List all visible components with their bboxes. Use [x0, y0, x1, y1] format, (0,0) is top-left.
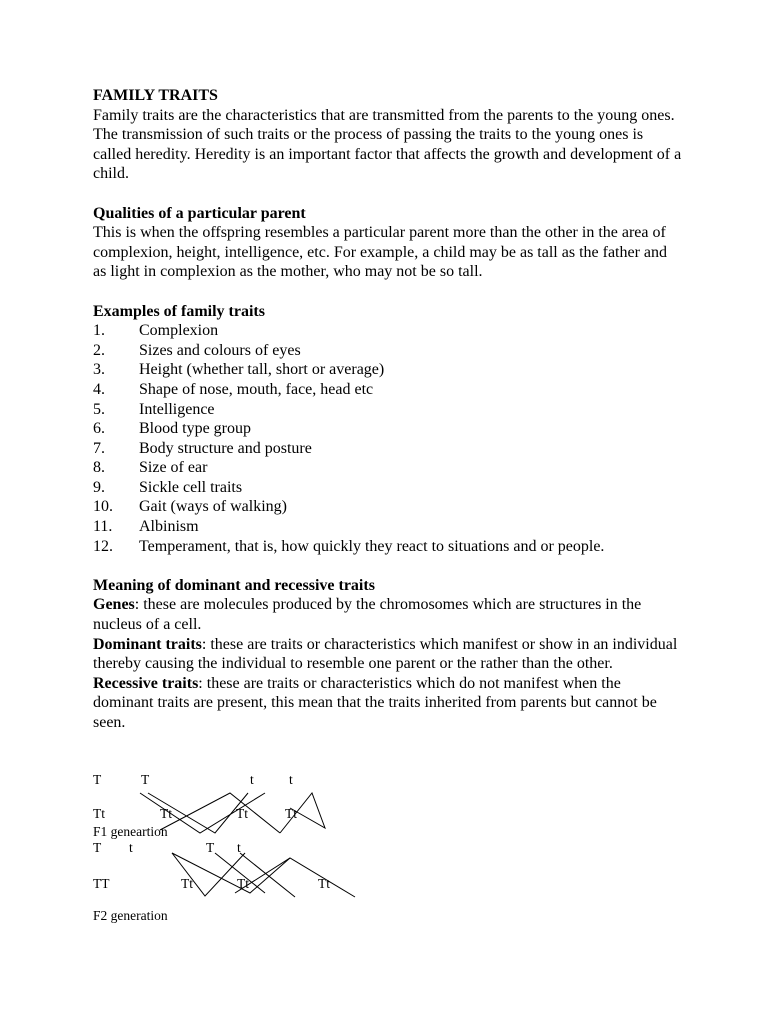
f2-generation-label: F2 generation	[93, 908, 168, 923]
dominant-definition	[93, 635, 683, 674]
list-item-text: Intelligence	[139, 400, 215, 418]
list-item	[93, 341, 683, 361]
f2-parent-allele: T	[93, 840, 102, 855]
f1-parent-allele: t	[250, 772, 254, 787]
f1-cross-line	[160, 793, 280, 833]
section-title-examples: Examples of family traits	[93, 302, 265, 320]
spacer	[93, 556, 683, 576]
list-item-number: 9.	[93, 478, 105, 496]
list-item	[93, 400, 683, 420]
f2-offspring: Tt	[237, 876, 249, 891]
f1-offspring: Tt	[160, 806, 172, 821]
list-item	[93, 537, 683, 557]
f1-offspring: Tt	[236, 806, 248, 821]
list-item-text: Sickle cell traits	[139, 478, 243, 496]
f2-parent-allele: T	[206, 840, 215, 855]
list-item	[93, 439, 683, 459]
list-item-number: 11.	[93, 518, 113, 536]
list-item-number: 12.	[93, 537, 113, 555]
document-body	[93, 86, 683, 733]
list-item	[93, 517, 683, 537]
f2-parent-allele: t	[237, 840, 241, 855]
genes-term: Genes	[93, 596, 135, 614]
recessive-text: : these are traits or characteristics which do not manifest when the dominant traits are present, this mean that the traits inherited from parents but cannot be seen.	[93, 674, 657, 731]
list-item-number: 4.	[93, 380, 105, 398]
f2-cross-line	[235, 858, 355, 897]
list-item-text: Height (whether tall, short or average)	[139, 361, 385, 379]
genes-text: : these are molecules produced by the chromosomes which are structures in the nucleus of a cell.	[93, 596, 642, 634]
recessive-definition	[93, 674, 683, 733]
list-item-number: 8.	[93, 459, 105, 477]
list-item-number: 3.	[93, 361, 105, 379]
f1-parent-allele: T	[93, 772, 102, 787]
spacer	[93, 184, 683, 204]
list-item	[93, 380, 683, 400]
f2-offspring: Tt	[318, 876, 330, 891]
list-item-text: Albinism	[139, 518, 199, 536]
f2-offspring: Tt	[181, 876, 193, 891]
f2-parent-allele: t	[129, 840, 133, 855]
qualities-paragraph: This is when the offspring resembles a particular parent more than the other in the area of complexion, height, intelligence, etc. For example, a child may be as tall as the father and as light in complexion as the mother, who may not be so tall.	[93, 224, 668, 281]
list-item-text: Shape of nose, mouth, face, head etc	[139, 380, 374, 398]
list-item	[93, 458, 683, 478]
list-item-number: 5.	[93, 400, 105, 418]
list-item-number: 10.	[93, 498, 113, 516]
spacer	[93, 282, 683, 302]
f1-generation-label: F1 geneartion	[93, 824, 168, 839]
f1-parent-allele: T	[141, 772, 150, 787]
list-item-text: Gait (ways of walking)	[139, 498, 287, 516]
list-item-number: 2.	[93, 341, 105, 359]
list-item	[93, 360, 683, 380]
list-item	[93, 497, 683, 517]
list-item-number: 6.	[93, 420, 105, 438]
genes-definition	[93, 595, 683, 634]
list-item	[93, 478, 683, 498]
f1-parent-allele: t	[289, 772, 293, 787]
list-item-text: Size of ear	[139, 459, 208, 477]
section-title-meaning: Meaning of dominant and recessive traits	[93, 576, 375, 594]
f2-offspring: TT	[93, 876, 110, 891]
recessive-term: Recessive traits	[93, 674, 199, 692]
family-traits-paragraph: Family traits are the characteristics that are transmitted from the parents to the young ones. The transmission of such traits or the process of passing the traits to the young ones is called heredity. Heredity is an important factor that affects the growth and development of a child.	[93, 106, 682, 183]
f1-offspring: Tt	[93, 806, 105, 821]
list-item-text: Temperament, that is, how quickly they react to situations and or people.	[139, 537, 605, 555]
list-item-text: Blood type group	[139, 420, 251, 438]
list-item-text: Body structure and posture	[139, 439, 312, 457]
f1-offspring: Tt	[285, 806, 297, 821]
traits-list	[93, 321, 683, 556]
list-item-number: 7.	[93, 439, 105, 457]
list-item-text: Complexion	[139, 322, 219, 340]
section-title-qualities: Qualities of a particular parent	[93, 204, 306, 222]
list-item-text: Sizes and colours of eyes	[139, 341, 301, 359]
dominant-term: Dominant traits	[93, 635, 202, 653]
list-item	[93, 321, 683, 341]
dominant-text: : these are traits or characteristics which manifest or show in an individual thereby causing the individual to resemble one parent or the rather than the other.	[93, 635, 678, 673]
list-item	[93, 419, 683, 439]
section-title-family-traits: FAMILY TRAITS	[93, 87, 218, 104]
list-item-number: 1.	[93, 322, 105, 340]
